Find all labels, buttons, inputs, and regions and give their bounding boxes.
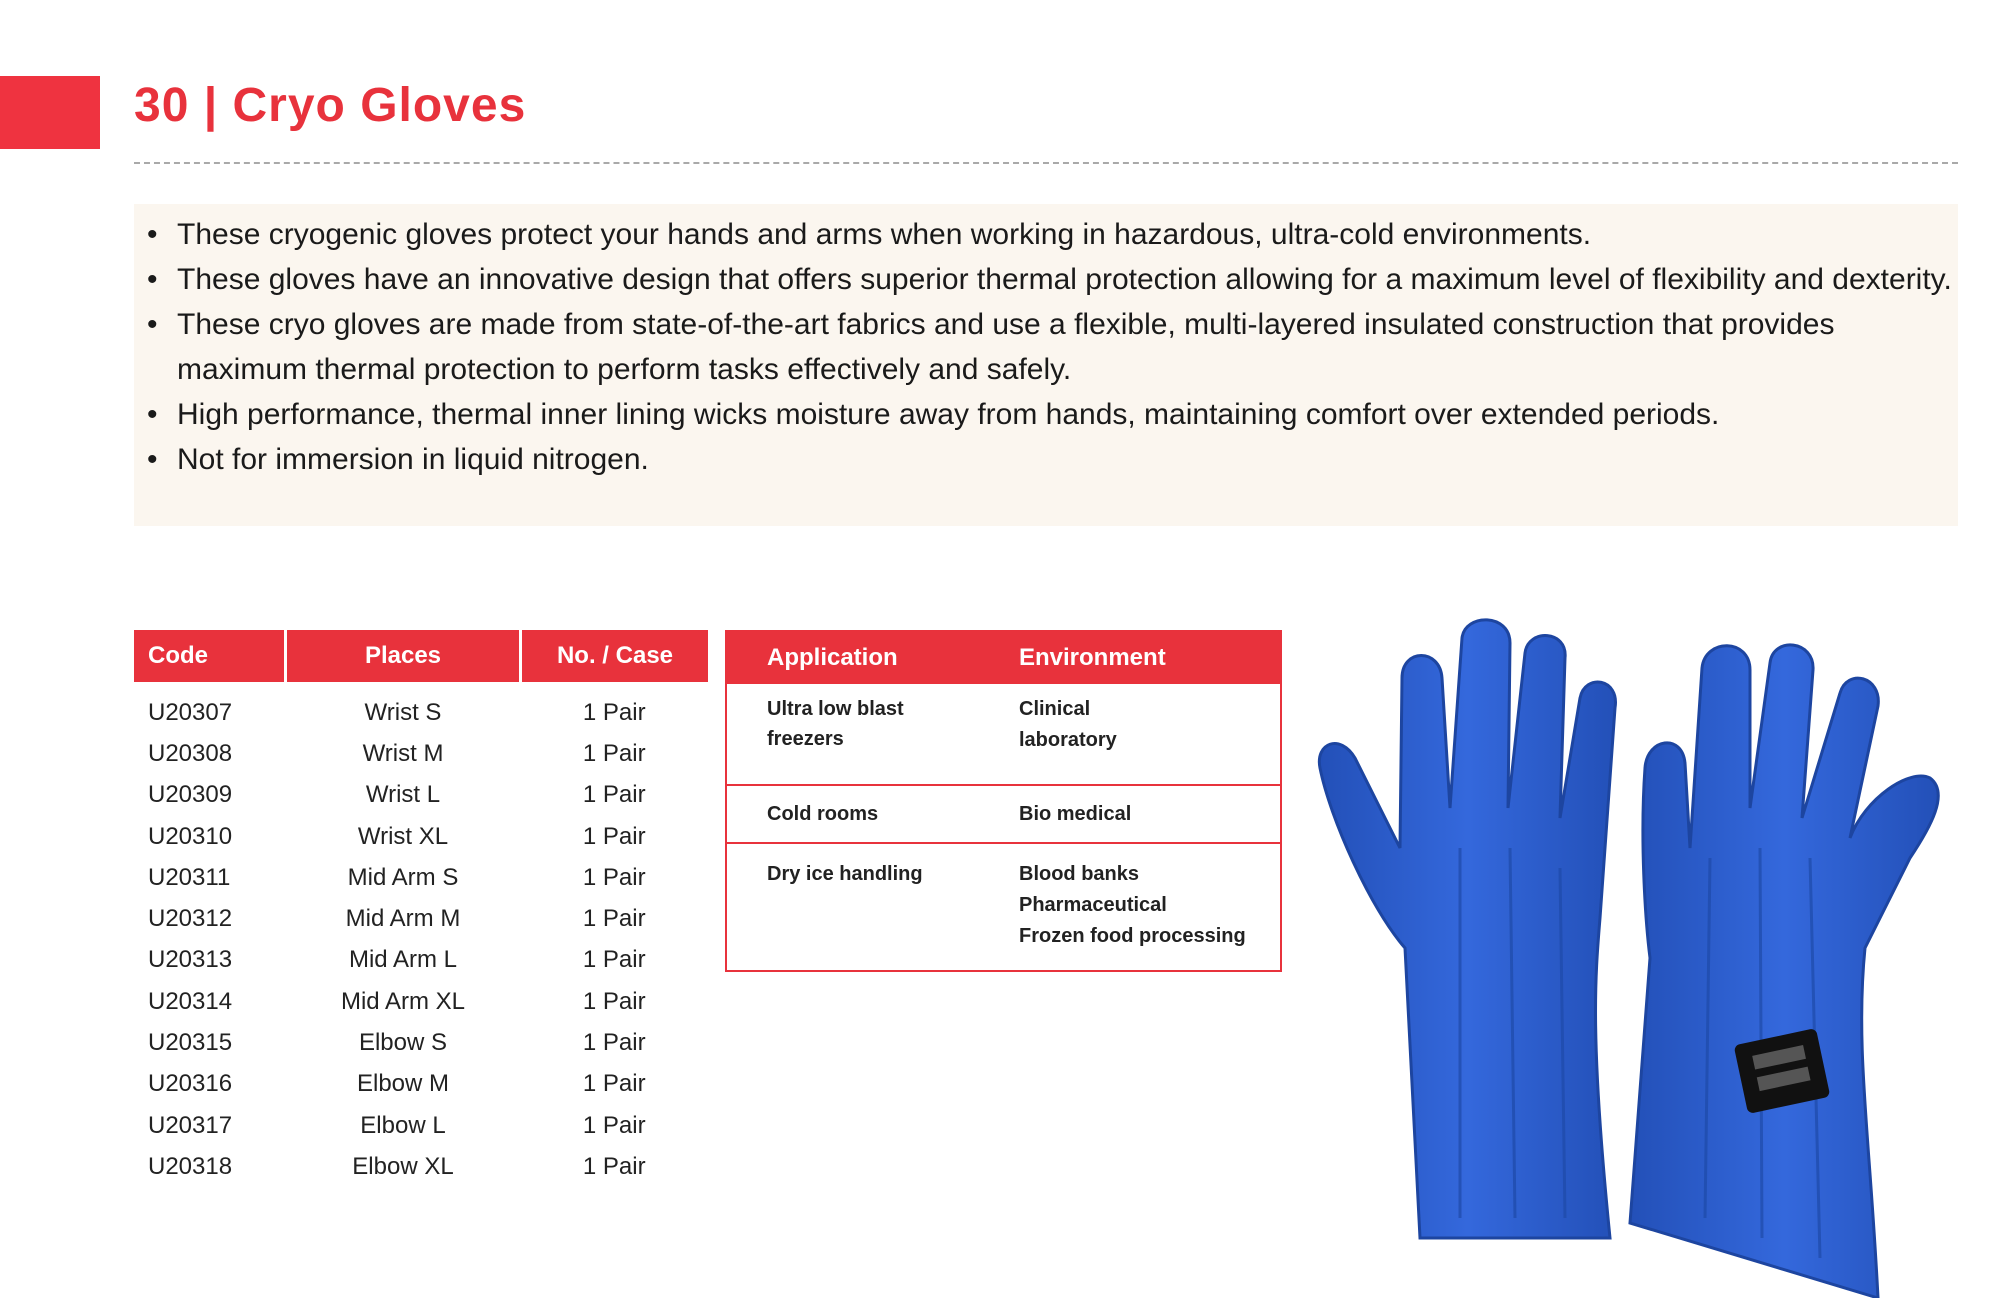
header-application: Application — [767, 644, 898, 671]
code-cell: U20313 — [148, 946, 233, 974]
places-cell: Wrist S — [364, 698, 442, 726]
code-cell: U20316 — [148, 1070, 233, 1098]
quantity-cell: 1 Pair — [582, 739, 646, 767]
places-cell: Mid Arm S — [347, 863, 459, 891]
table-row — [134, 775, 708, 816]
places-cell: Elbow M — [356, 1070, 450, 1098]
cryo-gloves-image — [1310, 618, 1970, 1298]
feature-list — [134, 204, 1958, 482]
environment-cell: Clinical laboratory — [1019, 698, 1117, 751]
feature-item: • These cryogenic gloves protect your hands and arms when working in hazardous, ultra-cold environments. — [177, 212, 1958, 257]
environment-cell: Bio medical — [1019, 802, 1132, 825]
places-cell: Elbow XL — [352, 1152, 454, 1180]
product-table — [134, 630, 708, 1188]
section-marker — [0, 76, 100, 149]
quantity-cell: 1 Pair — [582, 1111, 646, 1139]
table-row — [134, 682, 708, 733]
places-cell: Mid Arm M — [345, 905, 461, 933]
code-cell: U20312 — [148, 905, 233, 933]
application-cell: Ultra low blast freezers — [767, 698, 904, 750]
feature-item: • High performance, thermal inner lining wicks moisture away from hands, maintaining comfort over extended periods. — [177, 392, 1958, 437]
places-cell: Elbow S — [358, 1029, 448, 1057]
code-cell: U20310 — [148, 822, 233, 850]
application-row — [727, 784, 1280, 842]
code-cell: U20307 — [148, 698, 233, 726]
places-cell: Mid Arm L — [348, 946, 458, 974]
table-row — [134, 1064, 708, 1105]
table-row — [134, 898, 708, 939]
application-table — [725, 630, 1282, 972]
application-cell: Dry ice handling — [767, 863, 923, 885]
application-row — [727, 842, 1280, 970]
table-row — [134, 981, 708, 1022]
table-row — [134, 1146, 708, 1187]
quantity-cell: 1 Pair — [582, 1029, 646, 1057]
table-row — [134, 1105, 708, 1146]
header-environment: Environment — [1019, 644, 1166, 671]
table-row — [134, 1022, 708, 1063]
right-glove — [1630, 645, 1938, 1298]
application-table-header — [727, 632, 1280, 684]
table-row — [134, 816, 708, 857]
feature-item: • Not for immersion in liquid nitrogen. — [177, 437, 1958, 482]
code-cell: U20315 — [148, 1029, 233, 1057]
application-row — [727, 684, 1280, 784]
table-row — [134, 733, 708, 774]
header-code: Code — [134, 630, 286, 682]
code-cell: U20314 — [148, 987, 233, 1015]
code-cell: U20309 — [148, 781, 233, 809]
feature-list-panel — [134, 204, 1958, 526]
places-cell: Wrist L — [365, 781, 441, 809]
code-cell: U20308 — [148, 739, 233, 767]
header-places: Places — [286, 630, 521, 682]
application-cell: Cold rooms — [767, 803, 879, 825]
quantity-cell: 1 Pair — [582, 987, 646, 1015]
code-cell: U20311 — [148, 863, 231, 891]
table-row — [134, 857, 708, 898]
table-row — [134, 940, 708, 981]
places-cell: Mid Arm XL — [340, 987, 466, 1015]
quantity-cell: 1 Pair — [582, 946, 646, 974]
product-table-header — [134, 630, 708, 682]
quantity-cell: 1 Pair — [582, 863, 646, 891]
places-cell: Wrist XL — [357, 822, 449, 850]
header-no-case: No. / Case — [521, 630, 709, 682]
quantity-cell: 1 Pair — [582, 1070, 646, 1098]
code-cell: U20318 — [148, 1152, 233, 1180]
places-cell: Wrist M — [362, 739, 444, 767]
quantity-cell: 1 Pair — [582, 822, 646, 850]
left-glove — [1319, 620, 1615, 1238]
environment-cell: Blood banks Pharmaceutical Frozen food processing — [1019, 863, 1246, 947]
code-cell: U20317 — [148, 1111, 233, 1139]
quantity-cell: 1 Pair — [582, 905, 646, 933]
page-title: 30 | Cryo Gloves — [134, 79, 527, 132]
title-divider — [134, 162, 1958, 164]
quantity-cell: 1 Pair — [582, 1152, 646, 1180]
quantity-cell: 1 Pair — [582, 698, 646, 726]
feature-item: • These gloves have an innovative design that offers superior thermal protection allowing for a maximum level of flexibility and dexterity. — [177, 257, 1958, 302]
feature-item: • These cryo gloves are made from state-of-the-art fabrics and use a flexible, multi-layered insulated construction that provides maximum thermal protection to perform tasks effectively and safely. — [177, 302, 1958, 392]
quantity-cell: 1 Pair — [582, 781, 646, 809]
places-cell: Elbow L — [360, 1111, 446, 1139]
